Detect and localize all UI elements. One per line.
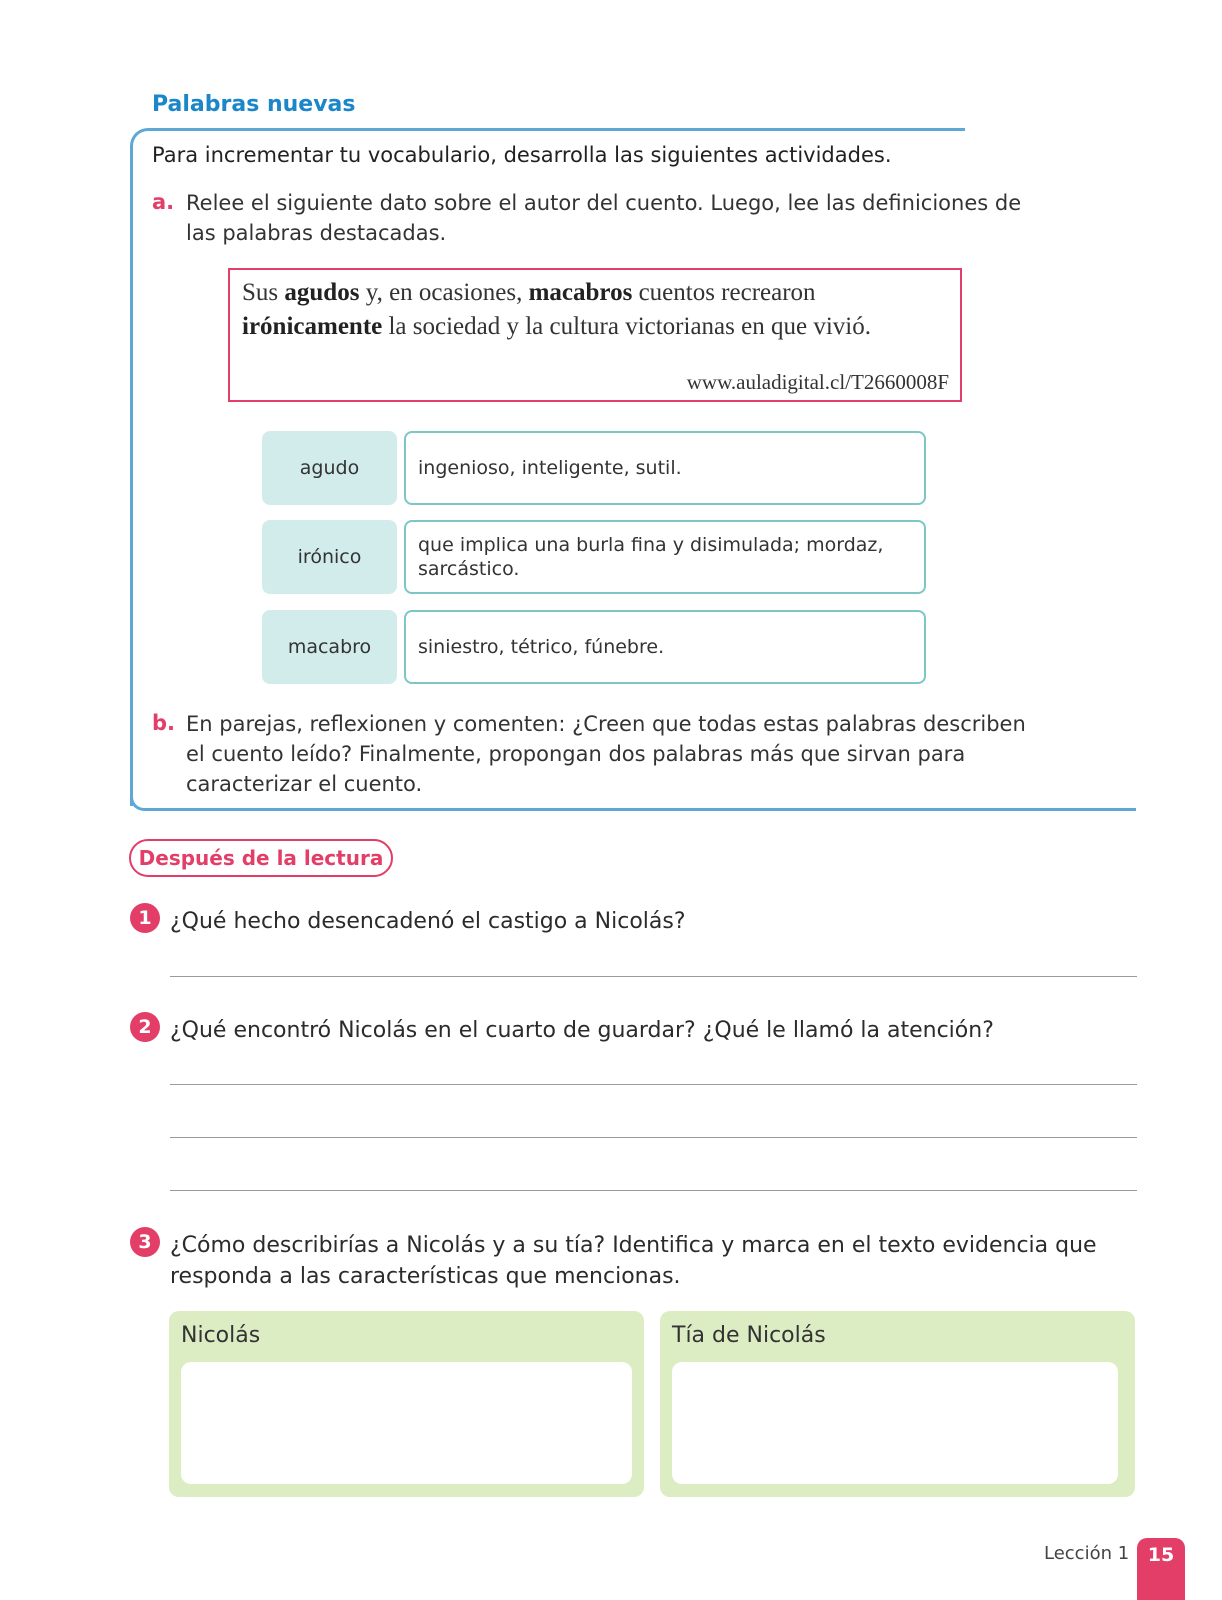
question-number-3: 3: [130, 1227, 160, 1257]
definition-agudo: ingenioso, inteligente, sutil.: [404, 431, 926, 505]
quote-source-link[interactable]: www.auladigital.cl/T2660008F: [686, 370, 949, 394]
quote-part: cuentos recrearon: [632, 279, 816, 306]
question-1-text: ¿Qué hecho desencadenó el castigo a Nicolás?: [170, 909, 686, 934]
answer-line[interactable]: [170, 1084, 1137, 1085]
section-title: Palabras nuevas: [152, 92, 356, 117]
item-b-letter: b.: [152, 711, 176, 735]
quote-bold-macabros: macabros: [528, 279, 633, 306]
answer-line[interactable]: [170, 1190, 1137, 1191]
answer-box-nicolas[interactable]: [181, 1362, 632, 1484]
term-agudo: agudo: [262, 431, 397, 505]
question-number-1: 1: [130, 903, 160, 933]
item-a-letter: a.: [152, 190, 175, 214]
vocab-intro: Para incrementar tu vocabulario, desarrolla las siguientes actividades.: [152, 143, 892, 167]
answer-line[interactable]: [170, 1137, 1137, 1138]
term-ironico: irónico: [262, 520, 397, 594]
definition-ironico: que implica una burla fina y disimulada; mordaz, sarcástico.: [404, 520, 926, 594]
vocab-frame-gap: [965, 124, 1145, 132]
quote-bold-agudos: agudos: [284, 279, 360, 306]
item-a-text: Relee el siguiente dato sobre el autor del cuento. Luego, lee las definiciones de las palabras destacadas.: [186, 191, 1022, 245]
answer-line[interactable]: [170, 976, 1137, 977]
panel-label-tia: Tía de Nicolás: [672, 1323, 826, 1348]
question-2-text: ¿Qué encontró Nicolás en el cuarto de guardar? ¿Qué le llamó la atención?: [170, 1018, 994, 1043]
term-macabro: macabro: [262, 610, 397, 684]
quote-part: y, en ocasiones,: [359, 279, 529, 306]
page-number: 15: [1137, 1538, 1185, 1600]
item-b-text: En parejas, reflexionen y comenten: ¿Creen que todas estas palabras describen el cuento leído? Finalmente, propongan dos palabras más que sirvan para caracterizar el cuento.: [186, 712, 1026, 796]
quote-part: la sociedad y la cultura victorianas en que vivió.: [382, 313, 871, 340]
question-number-2: 2: [130, 1012, 160, 1042]
quote-part: Sus: [242, 279, 285, 306]
lesson-label: Lección 1: [1044, 1543, 1130, 1564]
definition-macabro: siniestro, tétrico, fúnebre.: [404, 610, 926, 684]
after-reading-badge: Después de la lectura: [129, 839, 393, 877]
quote-bold-ironicamente: irónicamente: [242, 313, 383, 340]
answer-box-tia[interactable]: [672, 1362, 1118, 1484]
panel-label-nicolas: Nicolás: [181, 1323, 261, 1348]
question-3-text: ¿Cómo describirías a Nicolás y a su tía? Identifica y marca en el texto evidencia que responda a las características que mencionas.: [170, 1233, 1097, 1289]
quote-text: [242, 276, 942, 344]
